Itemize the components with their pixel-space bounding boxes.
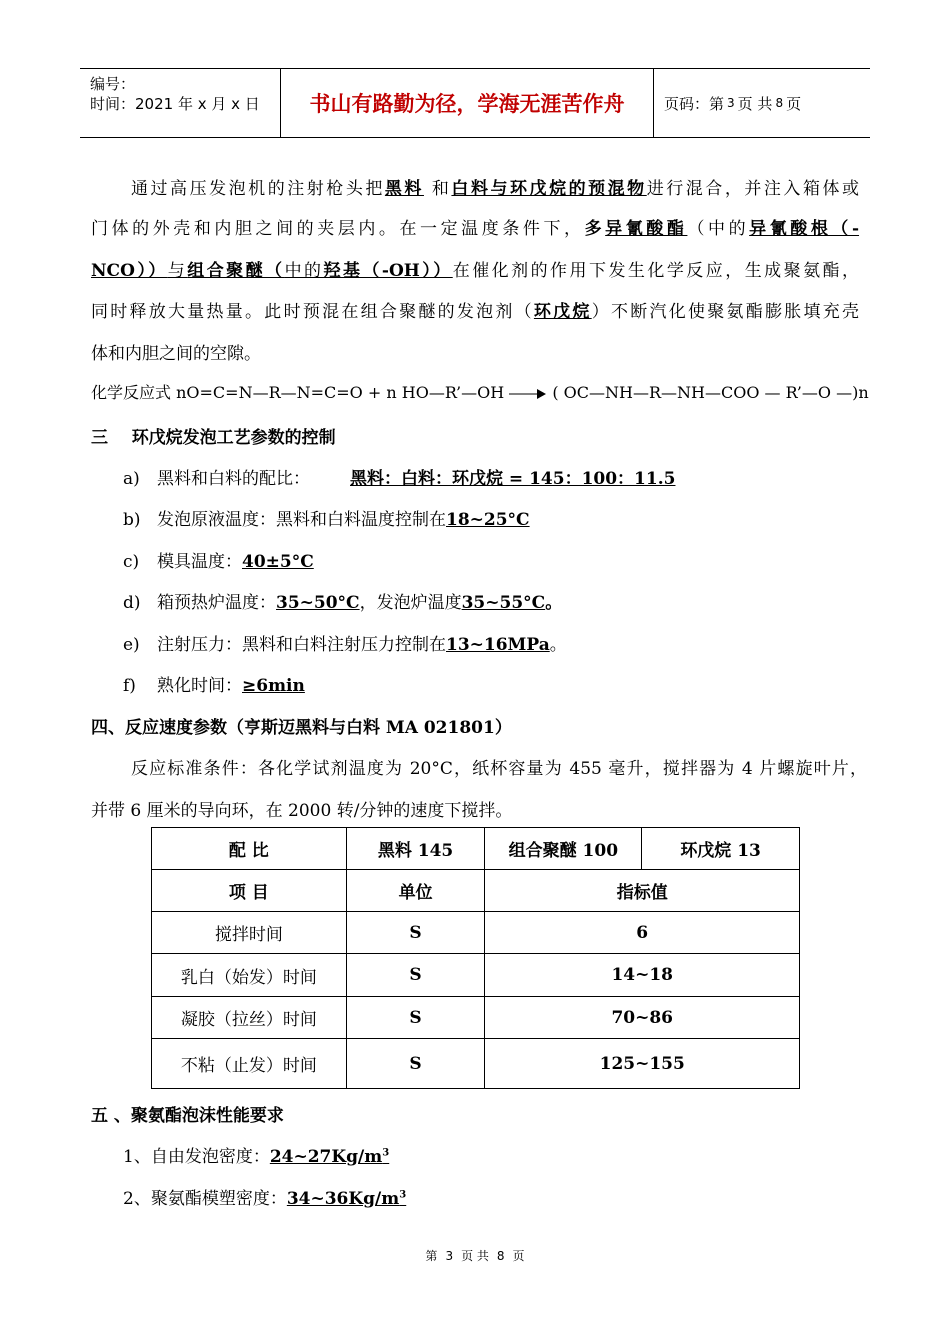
intro-text: 中的	[284, 261, 324, 281]
ratio-label: 配 比	[152, 828, 347, 870]
item-text: 注射压力：黑料和白料注射压力控制在	[157, 635, 446, 655]
item-value: 35~55°C	[461, 593, 546, 613]
section-5-title: 五 、聚氨酯泡沫性能要求	[91, 1106, 284, 1126]
reaction-label: 化学反应式	[91, 383, 177, 402]
table-row	[152, 954, 800, 997]
item-label: b)	[123, 510, 141, 530]
reaction-equation	[91, 380, 869, 403]
intro-text: （中的	[687, 219, 750, 239]
item-text: 箱预热炉温度：	[157, 593, 276, 613]
table-row	[152, 828, 800, 870]
item-text: 。	[545, 593, 563, 613]
row-unit: S	[346, 997, 485, 1039]
footer-suffix: 页	[512, 1249, 525, 1263]
item-value: 13~16MPa	[446, 635, 550, 655]
intro-line-4	[91, 297, 859, 322]
intro-text: 多	[584, 219, 606, 239]
hydroxyl-group: 羟基（-OH））	[323, 261, 453, 281]
property-value-text: 34~36Kg/m	[286, 1189, 400, 1209]
superscript: 3	[399, 1189, 407, 1201]
row-value: 125~155	[485, 1039, 800, 1089]
reaction-rhs: ( OC—NH—R—NH—COO — R’—O —)n	[552, 383, 869, 402]
intro-text: 进行混合，并注入箱体或	[646, 179, 860, 199]
intro-line-1	[131, 174, 859, 199]
intro-text: 门体的外壳和内胆之间的夹层内。在一定温度条件下，	[91, 219, 585, 239]
page-mid: 页 共	[737, 94, 773, 113]
time-label: 时间：2021 年 x 月 x 日	[90, 95, 260, 113]
row-value: 70~86	[485, 997, 800, 1039]
superscript: 3	[382, 1147, 390, 1159]
item-value: ≥6min	[242, 676, 305, 696]
page-total: 8	[775, 96, 784, 110]
param-item	[123, 588, 562, 613]
intro-text: 与	[167, 261, 188, 281]
item-value: 18~25°C	[446, 510, 530, 530]
row-unit: S	[346, 954, 485, 997]
item-text: 。	[549, 635, 567, 655]
param-item	[123, 464, 675, 489]
item-label: e)	[123, 635, 140, 655]
intro-line-3	[91, 256, 859, 281]
intro-text: 和	[423, 179, 452, 199]
section-4-paragraph-1: 反应标准条件：各化学试剂温度为 20°C，纸杯容量为 455 毫升，搅拌器为 4 片螺旋叶片，	[131, 759, 867, 779]
header-motto: 书山有路勤为径，学海无涯苦作舟	[281, 69, 654, 137]
reaction-speed-table	[151, 827, 800, 1089]
property-text: 1、自由发泡密度：	[123, 1147, 270, 1167]
table-header-row	[152, 870, 800, 912]
item-value: 黑料：白料：环戊烷 = 145：100：11.5	[350, 469, 676, 489]
footer-page: 3	[445, 1249, 454, 1263]
intro-line-2	[91, 214, 859, 239]
item-label: a)	[123, 469, 140, 489]
reaction-lhs: nO=C=N—R—N=C=O + n HO—R’—OH	[176, 383, 505, 402]
property-text: 2、聚氨酯模塑密度：	[123, 1189, 287, 1209]
cyclopentane: 环戊烷	[533, 302, 592, 322]
item-label: c)	[123, 552, 140, 572]
item-text: 黑料和白料的配比：	[157, 469, 310, 489]
row-unit: S	[346, 912, 485, 954]
property-value-text: 24~27Kg/m	[269, 1147, 383, 1167]
ratio-black: 黑料 145	[346, 828, 485, 870]
item-text: ，发泡炉温度	[359, 593, 462, 613]
white-premix: 白料与环戊烷的预混物	[451, 179, 647, 199]
ratio-polyether: 组合聚醚 100	[485, 828, 642, 870]
header-page-info	[664, 69, 801, 137]
row-value: 14~18	[485, 954, 800, 997]
table-row	[152, 1039, 800, 1089]
property-value	[270, 1147, 389, 1167]
footer-total: 8	[496, 1249, 505, 1263]
item-value: 40±5°C	[242, 552, 314, 572]
param-item	[123, 547, 314, 572]
section-4-paragraph-2: 并带 6 厘米的导向环，在 2000 转/分钟的速度下搅拌。	[91, 801, 513, 821]
section-3-title: 环戊烷发泡工艺参数的控制	[131, 428, 336, 448]
row-item: 不粘（止发）时间	[152, 1039, 347, 1089]
black-material: 黑料	[384, 179, 424, 199]
footer-prefix: 第	[425, 1249, 438, 1263]
nco-group: NCO））	[91, 261, 168, 281]
number-label: 编号：	[90, 75, 136, 93]
page-number: 3	[727, 96, 735, 110]
section-4-title: 四、反应速度参数（亨斯迈黑料与白料 MA 021801）	[91, 718, 512, 738]
page-prefix: 页码：第	[664, 94, 725, 113]
intro-text: 在催化剂的作用下发生化学反应，生成聚氨酯，	[452, 261, 860, 281]
param-item	[123, 671, 305, 696]
property-value	[287, 1189, 406, 1209]
row-item: 搅拌时间	[152, 912, 347, 954]
property-item	[123, 1184, 406, 1209]
section-3-heading	[91, 423, 336, 448]
item-value: 35~50°C	[276, 593, 360, 613]
param-item	[123, 630, 567, 655]
param-item	[123, 505, 530, 530]
item-label: f)	[123, 676, 136, 696]
page-header	[80, 68, 870, 138]
intro-text: ）不断汽化使聚氨酯膨胀填充壳	[591, 302, 860, 322]
arrow-icon	[509, 388, 547, 400]
header-value: 指标值	[485, 870, 800, 912]
polyether: 组合聚醚（	[187, 261, 285, 281]
header-unit: 单位	[346, 870, 485, 912]
header-meta	[80, 69, 281, 137]
item-text: 发泡原液温度：黑料和白料温度控制在	[157, 510, 446, 530]
row-value: 6	[485, 912, 800, 954]
isocyanate: 异氰酸酯	[605, 219, 688, 239]
row-item: 凝胶（拉丝）时间	[152, 997, 347, 1039]
intro-text: 同时释放大量热量。此时预混在组合聚醚的发泡剂（	[91, 302, 534, 322]
row-unit: S	[346, 1039, 485, 1089]
table-row	[152, 912, 800, 954]
section-3-number: 三	[91, 428, 108, 448]
item-label: d)	[123, 593, 141, 613]
property-item	[123, 1142, 389, 1167]
ratio-cyclopentane: 环戊烷 13	[642, 828, 800, 870]
isocyanate-group: 异氰酸根（-	[749, 219, 860, 239]
page-footer	[0, 1247, 950, 1264]
table-row	[152, 997, 800, 1039]
row-item: 乳白（始发）时间	[152, 954, 347, 997]
item-text: 模具温度：	[157, 552, 242, 572]
header-item: 项 目	[152, 870, 347, 912]
page-suffix: 页	[786, 94, 802, 113]
intro-text: 通过高压发泡机的注射枪头把	[131, 179, 385, 199]
footer-mid: 页 共	[461, 1249, 489, 1263]
intro-line-5: 体和内胆之间的空隙。	[91, 344, 261, 364]
item-text: 熟化时间：	[157, 676, 242, 696]
